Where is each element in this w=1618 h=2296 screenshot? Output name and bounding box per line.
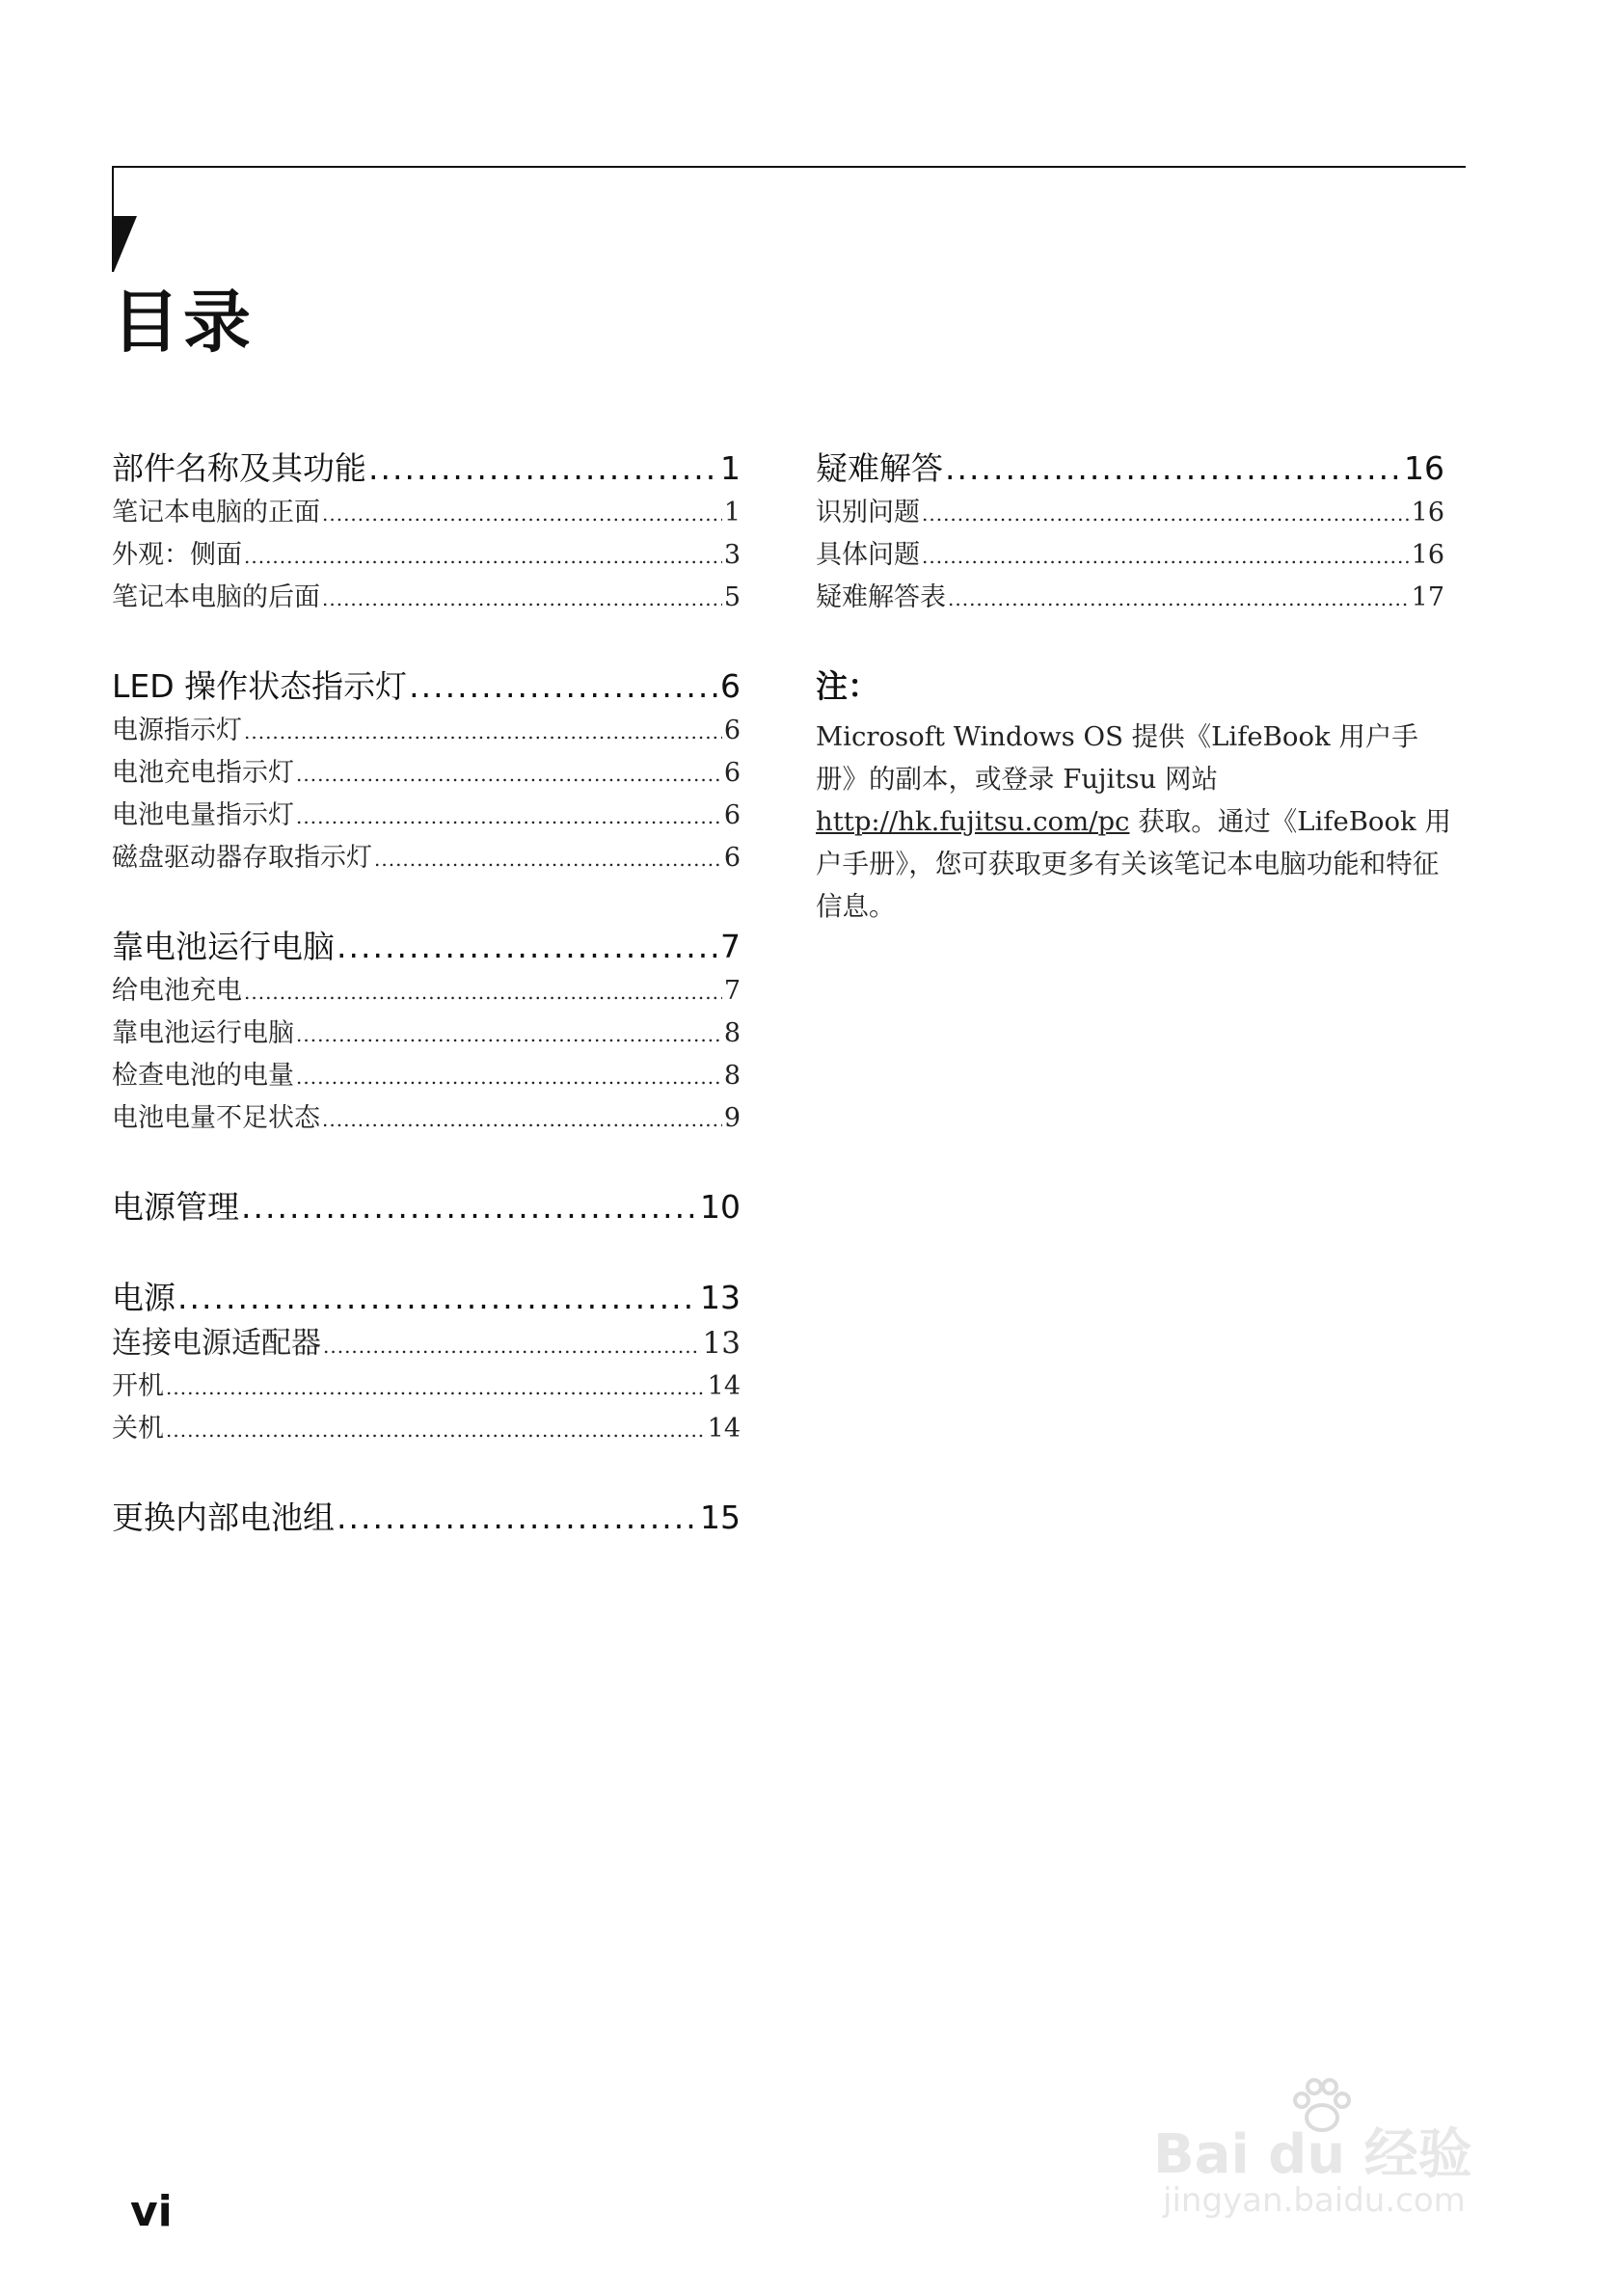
toc-page-number: 6 (723, 758, 741, 788)
dot-leader (322, 493, 722, 535)
dot-leader (409, 663, 718, 710)
toc-page-number: 10 (700, 1188, 741, 1226)
dot-leader (166, 1366, 706, 1409)
toc-entry-title: 具体问题 (816, 540, 920, 570)
toc-section-title: LED 操作状态指示灯 (112, 667, 408, 705)
toc-entry[interactable] (112, 752, 741, 795)
watermark-brand: Bai du 经验 (1153, 2123, 1472, 2186)
toc-page-number: 7 (720, 928, 741, 965)
toc-section-title: 部件名称及其功能 (112, 449, 366, 487)
toc-entry-title: 电池充电指示灯 (112, 758, 294, 788)
page-title: 目录 (112, 283, 255, 362)
toc-page-number: 15 (700, 1499, 741, 1536)
watermark-url: jingyan.baidu.com (1163, 2181, 1466, 2220)
toc-section-title: 靠电池运行电脑 (112, 928, 335, 965)
toc-entry-title: 开机 (112, 1371, 164, 1401)
dot-leader (241, 1184, 698, 1230)
toc-entry[interactable] (112, 492, 741, 534)
toc-entry-title: 连接电源适配器 (112, 1326, 321, 1361)
toc-section-row[interactable] (112, 663, 741, 710)
toc-section-title: 疑难解答 (816, 449, 943, 487)
toc-entry[interactable] (112, 710, 741, 752)
dot-leader (244, 971, 722, 1013)
toc-section (816, 446, 1444, 619)
toc-page-number: 7 (723, 976, 741, 1006)
toc-page-number: 16 (1404, 449, 1444, 487)
toc-section-row[interactable] (112, 1184, 741, 1230)
toc-entry[interactable] (112, 970, 741, 1013)
toc-section-row[interactable] (112, 924, 741, 970)
toc-entry[interactable] (112, 795, 741, 837)
dot-leader (177, 1275, 698, 1321)
toc-section-row[interactable] (112, 1495, 741, 1541)
toc-entry[interactable] (816, 492, 1444, 534)
dot-leader (945, 446, 1402, 492)
toc-page-number: 13 (700, 1279, 741, 1316)
header-wedge-mark (114, 216, 137, 272)
dot-leader (323, 1324, 701, 1368)
toc-page-number: 6 (723, 843, 741, 873)
toc-page-number: 17 (1411, 582, 1444, 612)
note-heading: 注： (816, 667, 879, 705)
toc-entry-title: 磁盘驱动器存取指示灯 (112, 843, 372, 873)
header-rule (112, 166, 1466, 168)
toc-entry[interactable] (112, 1055, 741, 1097)
dot-leader (948, 578, 1410, 620)
toc-section (112, 446, 741, 619)
note-text (816, 716, 1452, 928)
toc-entry-title: 电池电量不足状态 (112, 1103, 320, 1133)
toc-entry-title: 识别问题 (816, 498, 920, 527)
baidu-watermark (1144, 2073, 1529, 2228)
toc-section (112, 663, 741, 879)
toc-page-number: 6 (720, 667, 741, 705)
toc-page-number: 13 (702, 1326, 741, 1361)
dot-leader (296, 753, 722, 796)
toc-entry[interactable] (112, 534, 741, 577)
toc-page-number: 3 (723, 540, 741, 570)
dot-leader (244, 535, 722, 578)
toc-entry-title: 检查电池的电量 (112, 1061, 294, 1091)
toc-section-row[interactable] (816, 446, 1444, 492)
toc-page-number: 1 (723, 498, 741, 527)
toc-page-number: 14 (707, 1414, 741, 1444)
toc-page-number: 6 (723, 800, 741, 830)
dot-leader (296, 1056, 722, 1098)
toc-page-number: 16 (1411, 540, 1444, 570)
toc-page-number: 6 (723, 716, 741, 745)
toc-section (112, 1184, 741, 1230)
toc-entry-title: 给电池充电 (112, 976, 242, 1006)
toc-section-title: 更换内部电池组 (112, 1499, 335, 1536)
note-text-before-link: Microsoft Windows OS 提供《LifeBook 用户手册》的副本，或登录 Fujitsu 网站 (816, 721, 1418, 795)
toc-section-row[interactable] (112, 1275, 741, 1321)
toc-section (112, 1275, 741, 1450)
toc-entry[interactable] (112, 837, 741, 879)
toc-entry-title: 关机 (112, 1414, 164, 1444)
fujitsu-link[interactable]: http://hk.fujitsu.com/pc (816, 806, 1130, 837)
toc-entry-title: 电池电量指示灯 (112, 800, 294, 830)
dot-leader (337, 1495, 698, 1541)
toc-entry-title: 疑难解答表 (816, 582, 946, 612)
toc-entry-title: 靠电池运行电脑 (112, 1018, 294, 1048)
toc-entry[interactable] (112, 1321, 741, 1365)
toc-page-number: 8 (723, 1018, 741, 1048)
toc-entry-title: 外观：侧面 (112, 540, 242, 570)
toc-page-number: 5 (723, 582, 741, 612)
toc-section-title: 电源管理 (112, 1188, 239, 1226)
toc-left-column (112, 446, 741, 1585)
dot-leader (322, 578, 722, 620)
note-block (816, 663, 1451, 928)
dot-leader (296, 796, 722, 838)
toc-entry-title: 电源指示灯 (112, 716, 242, 745)
toc-entry[interactable] (816, 577, 1444, 619)
toc-section (112, 924, 741, 1140)
toc-section (112, 1495, 741, 1541)
toc-section-row[interactable] (112, 446, 741, 492)
dot-leader (922, 493, 1410, 535)
toc-page-number: 14 (707, 1371, 741, 1401)
toc-page-number: 8 (723, 1061, 741, 1091)
toc-entry[interactable] (112, 1097, 741, 1140)
toc-entry-title: 笔记本电脑的正面 (112, 498, 320, 527)
toc-page-number: 9 (723, 1103, 741, 1133)
toc-entry[interactable] (112, 577, 741, 619)
dot-leader (922, 535, 1410, 578)
toc-entry[interactable] (112, 1013, 741, 1055)
toc-section-title: 电源 (112, 1279, 175, 1316)
page-folio: vi (130, 2187, 173, 2236)
dot-leader (296, 1013, 722, 1056)
dot-leader (337, 924, 718, 970)
toc-entry[interactable] (816, 534, 1444, 577)
dot-leader (166, 1409, 706, 1451)
dot-leader (374, 838, 722, 880)
dot-leader (244, 711, 722, 753)
toc-entry[interactable] (112, 1365, 741, 1408)
note-text-after-link: 获取。通过《LifeBook 用户手册》，您可获取更多有关该笔记本电脑功能和特征信息。 (816, 806, 1451, 922)
toc-entry[interactable] (112, 1408, 741, 1450)
dot-leader (322, 1098, 722, 1141)
toc-page-number: 1 (720, 449, 741, 487)
dot-leader (368, 446, 718, 492)
toc-right-column (816, 446, 1451, 928)
toc-entry-title: 笔记本电脑的后面 (112, 582, 320, 612)
toc-page-number: 16 (1411, 498, 1444, 527)
